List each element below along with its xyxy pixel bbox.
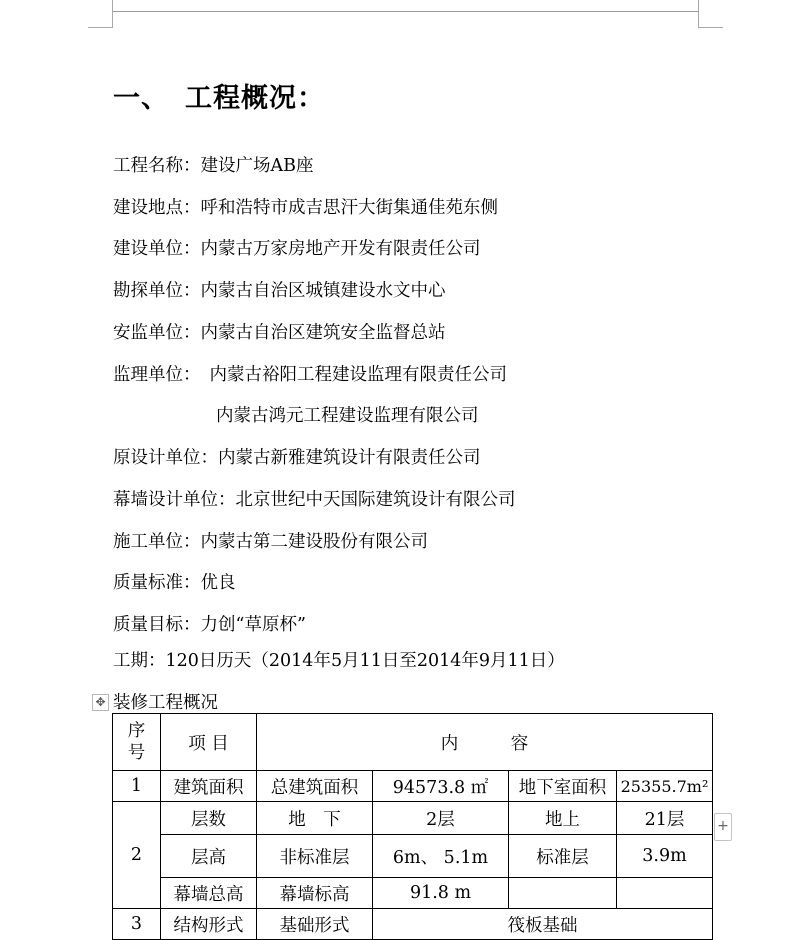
row3-c1: 基础形式 (257, 909, 373, 940)
row3-c2: 筏板基础 (373, 909, 713, 940)
row2c-c3 (509, 878, 617, 909)
row2a-c2: 2层 (373, 802, 509, 835)
table-row (113, 835, 713, 878)
row2c-c4 (617, 878, 713, 909)
row2b-item: 层高 (161, 835, 257, 878)
location-line: 建设地点：呼和浩特市成吉思汗大街集通佳苑东侧 (113, 198, 498, 218)
header-item: 项 目 (161, 714, 257, 771)
add-row-icon[interactable]: + (714, 813, 732, 841)
margin-mark-top-left-v (112, 0, 113, 28)
row2a-c1: 地 下 (257, 802, 373, 835)
table-row (113, 878, 713, 909)
row2b-c3: 标准层 (509, 835, 617, 878)
supervision-label: 监理单位： (113, 365, 201, 385)
header-line (113, 11, 699, 12)
supervision-second: 内蒙古鸿元工程建设监理有限公司 (216, 406, 479, 426)
row2b-c2: 6m、 5.1m (373, 835, 509, 878)
section-title: 工程概况： (185, 83, 325, 114)
row1-c2: 94573.8 ㎡ (373, 771, 509, 802)
row1-c4: 25355.7m² (617, 771, 713, 802)
move-handle-icon[interactable]: ✥ (92, 694, 109, 711)
row3-item: 结构形式 (161, 909, 257, 940)
table-row (113, 909, 713, 940)
section-heading (113, 76, 325, 115)
supervision-line (113, 361, 507, 386)
margin-mark-top-left-h (88, 27, 113, 28)
summary-table (112, 713, 713, 940)
row2a-c3: 地上 (509, 802, 617, 835)
row1-seq: 1 (113, 771, 161, 802)
supervision-first: 内蒙古裕阳工程建设监理有限责任公司 (209, 365, 507, 385)
survey-unit-line: 勘探单位：内蒙古自治区城镇建设水文中心 (113, 281, 446, 301)
row2b-c4: 3.9m (617, 835, 713, 878)
owner-line: 建设单位：内蒙古万家房地产开发有限责任公司 (113, 239, 481, 259)
row1-c1: 总建筑面积 (257, 771, 373, 802)
safety-unit-line: 安监单位：内蒙古自治区建筑安全监督总站 (113, 323, 446, 343)
row2c-item: 幕墙总高 (161, 878, 257, 909)
margin-mark-top-right-h (698, 27, 723, 28)
margin-mark-top-right-v (698, 0, 699, 28)
row1-c3: 地下室面积 (509, 771, 617, 802)
row2c-c1: 幕墙标高 (257, 878, 373, 909)
schedule-line: 工期：120日历天（2014年5月11日至2014年9月11日） (113, 651, 565, 671)
section-number: 一、 (113, 83, 169, 114)
row2c-c2: 91.8 m (373, 878, 509, 909)
table-header-row (113, 714, 713, 771)
row2-seq: 2 (113, 802, 161, 909)
curtain-design-line: 幕墙设计单位：北京世纪中天国际建筑设计有限公司 (113, 490, 516, 510)
quality-standard-line: 质量标准：优良 (113, 573, 236, 593)
design-unit-line: 原设计单位：内蒙古新雅建筑设计有限责任公司 (113, 448, 481, 468)
row3-seq: 3 (113, 909, 161, 940)
row2a-item: 层数 (161, 802, 257, 835)
table-title: 装修工程概况 (113, 693, 218, 713)
quality-goal-line: 质量目标：力创“草原杯” (113, 615, 306, 635)
contractor-line: 施工单位：内蒙古第二建设股份有限公司 (113, 532, 428, 552)
table-row (113, 771, 713, 802)
row2a-c4: 21层 (617, 802, 713, 835)
header-content: 内 容 (257, 714, 713, 771)
header-seq: 序 号 (113, 714, 161, 771)
table-row (113, 802, 713, 835)
project-name-line: 工程名称：建设广场AB座 (113, 156, 314, 176)
row2b-c1: 非标准层 (257, 835, 373, 878)
row1-item: 建筑面积 (161, 771, 257, 802)
